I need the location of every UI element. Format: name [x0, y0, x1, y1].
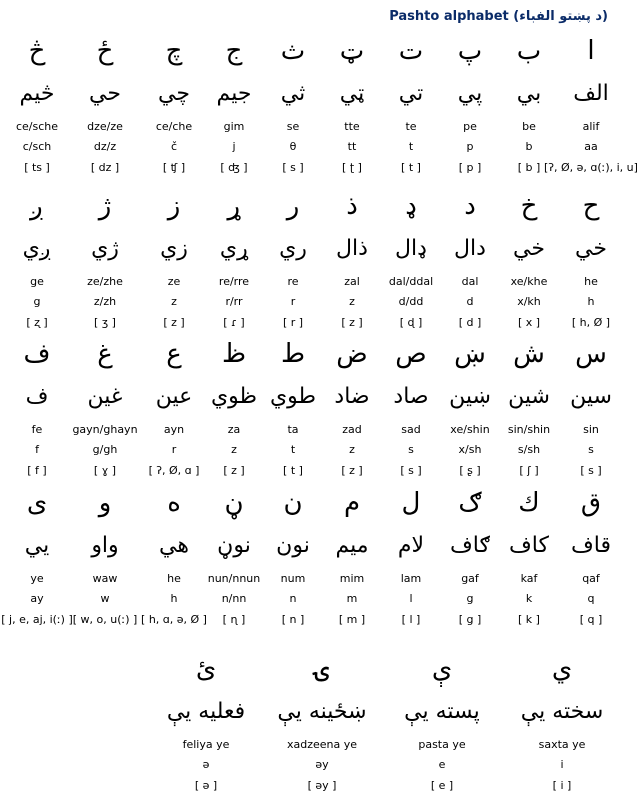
letter-glyph: څ [28, 36, 46, 66]
letter-romanized-name: sad [401, 423, 421, 436]
letter-romanized-name: gim [223, 120, 245, 133]
alphabet-row [0, 482, 623, 632]
letter-transliteration: m [346, 592, 358, 605]
letter-romanized-name: feliya ye [182, 738, 230, 751]
letter-name: ښځينه يې [277, 699, 367, 724]
letter-ipa: [ b ] [517, 161, 541, 174]
letter-transliteration: s [408, 443, 414, 456]
letter-romanized-name: waw [92, 572, 118, 585]
letter-name: ميم [335, 533, 369, 558]
letter-glyph: ا [587, 36, 595, 66]
letter-romanized-name: saxta ye [538, 738, 586, 751]
letter-transliteration: g/gh [92, 443, 118, 456]
letter-name: ضاد [334, 384, 370, 409]
letter-glyph: ب [516, 36, 542, 66]
letter-ipa: [ s ] [580, 464, 602, 477]
letter-romanized-name: ayn [163, 423, 185, 436]
letter-ipa: [ e ] [430, 779, 454, 792]
letter-romanized-name: kaf [520, 572, 538, 585]
letter-transliteration: j [232, 140, 236, 153]
letter-glyph: ذ [346, 191, 358, 221]
letter-name: دال [454, 236, 486, 261]
letter-romanized-name: be [522, 120, 536, 133]
letter-transliteration: dz/z [93, 140, 117, 153]
letter-glyph: ق [580, 488, 602, 518]
letter-transliteration: b [525, 140, 533, 153]
letter-romanized-name: sin/shin [507, 423, 551, 436]
letter-ipa: [ ɖ ] [399, 316, 423, 329]
letter-name: جيم [216, 81, 252, 106]
letter-romanized-name: ce/che [155, 120, 193, 133]
letter-ipa: [ ʈ ] [342, 161, 362, 174]
letter-name: صاد [393, 384, 429, 409]
letter-ipa: [ f ] [27, 464, 47, 477]
letter-ipa: [ ʃ ] [519, 464, 539, 477]
letter-romanized-name: qaf [582, 572, 600, 585]
letter-name: ف [25, 384, 49, 409]
letter-transliteration: g [33, 295, 41, 308]
letter-ipa: [ l ] [401, 613, 421, 626]
letter-romanized-name: fe [31, 423, 43, 436]
letter-transliteration: aa [584, 140, 598, 153]
letter-glyph: ط [280, 339, 306, 369]
alphabet-row [0, 333, 623, 483]
letter-name: غين [87, 384, 123, 409]
letter-glyph: ڼ [224, 488, 244, 518]
letter-glyph: ل [401, 488, 421, 518]
letter-ipa: [ x ] [517, 316, 541, 329]
letter-ipa: [ d ] [458, 316, 482, 329]
letter-name: هي [159, 533, 189, 558]
letter-romanized-name: ye [30, 572, 44, 585]
letter-ipa: [ əy ] [307, 779, 337, 792]
letter-name: سين [570, 384, 612, 409]
letter-ipa: [ ɾ ] [223, 316, 245, 329]
letter-glyph: ې [431, 654, 453, 684]
letter-transliteration: z/zh [93, 295, 117, 308]
letter-transliteration: z [349, 295, 355, 308]
letter-transliteration: n/nn [221, 592, 247, 605]
letter-glyph: ص [395, 339, 427, 369]
letter-ipa: [ j, e, aj, i(ː) ] [1, 613, 73, 626]
letter-name: فعليه يې [166, 699, 246, 724]
letter-name: شين [508, 384, 550, 409]
letter-romanized-name: mim [339, 572, 365, 585]
letter-name: بي [516, 81, 542, 106]
letter-transliteration: r/rr [225, 295, 243, 308]
letter-ipa: [ s ] [282, 161, 304, 174]
letter-transliteration: q [587, 592, 595, 605]
letter-name: تي [398, 81, 424, 106]
letter-romanized-name: gaf [461, 572, 479, 585]
letter-glyph: ځ [96, 36, 114, 66]
letter-name: ګاف [450, 533, 490, 558]
letter-name: ږي [22, 236, 52, 261]
letter-name: خي [575, 236, 607, 261]
letter-name: پي [457, 81, 483, 106]
letter-name: نوڼ [217, 533, 251, 558]
letter-name: لام [397, 533, 425, 558]
letter-romanized-name: pasta ye [418, 738, 466, 751]
letter-glyph: ګ [458, 488, 482, 518]
letter-romanized-name: re/rre [218, 275, 250, 288]
letter-glyph: د [464, 191, 476, 221]
letter-transliteration: tt [347, 140, 357, 153]
letter-glyph: و [98, 488, 112, 518]
letter-glyph: خ [520, 191, 538, 221]
letter-glyph: ر [286, 191, 300, 221]
letter-ipa: [ m ] [338, 613, 366, 626]
letter-transliteration: n [289, 592, 297, 605]
letter-romanized-name: se [286, 120, 300, 133]
letter-romanized-name: te [405, 120, 417, 133]
letter-romanized-name: xadzeena ye [286, 738, 358, 751]
letter-transliteration: p [466, 140, 474, 153]
letter-ipa: [ ʐ ] [26, 316, 48, 329]
letter-ipa: [ g ] [458, 613, 482, 626]
letter-name: نون [276, 533, 310, 558]
letter-glyph: ع [166, 339, 182, 369]
letter-romanized-name: lam [400, 572, 422, 585]
letter-name: ثي [280, 81, 306, 106]
letter-name: پسته يې [404, 699, 480, 724]
alphabet-row [0, 648, 623, 798]
letter-transliteration: d [466, 295, 474, 308]
letter-transliteration: t [290, 443, 296, 456]
letter-transliteration: x/kh [517, 295, 541, 308]
letter-romanized-name: sin [583, 423, 599, 436]
letter-glyph: ظ [221, 339, 247, 369]
letter-transliteration: z [231, 443, 237, 456]
letter-glyph: ض [336, 339, 368, 369]
letter-name: سخته يې [520, 699, 604, 724]
letter-transliteration: l [409, 592, 413, 605]
letter-transliteration: r [171, 443, 177, 456]
letter-romanized-name: tte [344, 120, 360, 133]
alphabet-row [0, 30, 638, 180]
letter-ipa: [ ts ] [24, 161, 50, 174]
letter-ipa: [ r ] [282, 316, 304, 329]
letter-ipa: [ p ] [458, 161, 482, 174]
letter-romanized-name: he [167, 572, 181, 585]
letter-ipa: [ ə ] [194, 779, 218, 792]
letter-name: ښين [449, 384, 491, 409]
letter-transliteration: z [171, 295, 177, 308]
letter-romanized-name: ce/sche [15, 120, 59, 133]
letter-romanized-name: ta [287, 423, 299, 436]
letter-ipa: [ ɣ ] [93, 464, 117, 477]
letter-ipa: [ n ] [281, 613, 305, 626]
letter-romanized-name: xe/khe [510, 275, 548, 288]
letter-glyph: ئ [195, 654, 217, 684]
letter-name: ري [279, 236, 307, 261]
letter-name: ټي [339, 81, 365, 106]
letter-transliteration: c/sch [22, 140, 52, 153]
letter-transliteration: i [560, 758, 564, 771]
letter-ipa: [ dz ] [90, 161, 120, 174]
letter-romanized-name: ge [30, 275, 44, 288]
letter-name: الف [573, 81, 609, 106]
letter-romanized-name: za [227, 423, 241, 436]
letter-name: ژي [91, 236, 119, 261]
letter-ipa: [ q ] [579, 613, 603, 626]
letter-glyph: ز [167, 191, 181, 221]
letter-glyph: ش [513, 339, 545, 369]
letter-name: څيم [19, 81, 55, 106]
letter-glyph: چ [165, 36, 183, 66]
page-title: Pashto alphabet (د پښتو الفباء) [389, 9, 608, 24]
letter-transliteration: k [525, 592, 533, 605]
letter-transliteration: s [588, 443, 594, 456]
letter-name: عين [155, 384, 193, 409]
letter-ipa: [ z ] [223, 464, 245, 477]
letter-romanized-name: dal/ddal [388, 275, 434, 288]
letter-name: خي [513, 236, 545, 261]
letter-romanized-name: nun/nnun [207, 572, 261, 585]
letter-romanized-name: zad [342, 423, 362, 436]
letter-ipa: [ w, o, u(ː) ] [72, 613, 138, 626]
letter-ipa: [ z ] [341, 464, 363, 477]
letter-glyph: ښ [454, 339, 486, 369]
alphabet-row [0, 185, 623, 335]
letter-glyph: ت [398, 36, 424, 66]
letter-romanized-name: re [287, 275, 299, 288]
letter-name: قاف [570, 533, 612, 558]
letter-transliteration: t [408, 140, 414, 153]
letter-glyph: ژ [98, 191, 112, 221]
letter-glyph: ي [551, 654, 573, 684]
letter-transliteration: z [349, 443, 355, 456]
letter-romanized-name: gayn/ghayn [72, 423, 138, 436]
letter-ipa: [ k ] [518, 613, 540, 626]
letter-ipa: [ ʂ ] [459, 464, 481, 477]
letter-ipa: [ h, ɑ, ə, Ø ] [141, 613, 207, 626]
letter-romanized-name: xe/shin [450, 423, 490, 436]
letter-romanized-name: ze/zhe [87, 275, 123, 288]
letter-ipa: [ t ] [283, 464, 303, 477]
letter-glyph: س [575, 339, 607, 369]
letter-transliteration: ə [202, 758, 210, 771]
letter-glyph: ن [283, 488, 303, 518]
letter-romanized-name: pe [463, 120, 477, 133]
letter-ipa: [ z ] [163, 316, 185, 329]
letter-ipa: [ ɳ ] [222, 613, 246, 626]
letter-glyph: ړ [227, 191, 241, 221]
letter-name: ړي [219, 236, 249, 261]
letter-name: ډال [395, 236, 427, 261]
letter-transliteration: θ [289, 140, 297, 153]
letter-ipa: [ s ] [400, 464, 422, 477]
letter-glyph: پ [457, 36, 483, 66]
letter-glyph: ى [26, 488, 48, 518]
letter-glyph: ږ [30, 191, 44, 221]
letter-ipa: [ h, Ø ] [571, 316, 611, 329]
letter-ipa: [ t ] [401, 161, 421, 174]
letter-ipa: [ ʒ ] [94, 316, 116, 329]
letter-glyph: ك [518, 488, 540, 518]
letter-transliteration: əy [315, 758, 329, 771]
letter-glyph: ه [167, 488, 181, 518]
letter-name: واو [91, 533, 119, 558]
letter-transliteration: č [170, 140, 178, 153]
letter-romanized-name: num [280, 572, 306, 585]
letter-glyph: ف [23, 339, 51, 369]
letter-transliteration: f [35, 443, 39, 456]
letter-glyph: ج [225, 36, 243, 66]
letter-ipa: [ ʔ, Ø, ɑ ] [148, 464, 200, 477]
letter-transliteration: x/sh [458, 443, 482, 456]
letter-glyph: غ [97, 339, 113, 369]
letter-name: يي [24, 533, 50, 558]
letter-transliteration: h [170, 592, 178, 605]
letter-romanized-name: zal [344, 275, 360, 288]
letter-transliteration: s/sh [517, 443, 541, 456]
letter-ipa: [ ʧ ] [162, 161, 186, 174]
letter-ipa: [ ʤ ] [220, 161, 248, 174]
letter-transliteration: e [438, 758, 446, 771]
letter-transliteration: g [466, 592, 474, 605]
letter-glyph: ۍ [314, 654, 330, 684]
letter-romanized-name: dal [461, 275, 479, 288]
letter-name: زي [160, 236, 188, 261]
letter-romanized-name: alif [582, 120, 600, 133]
letter-glyph: ث [280, 36, 306, 66]
letter-transliteration: h [587, 295, 595, 308]
letter-name: چي [158, 81, 190, 106]
letter-ipa: [ z ] [341, 316, 363, 329]
letter-transliteration: w [100, 592, 110, 605]
letter-glyph: ډ [405, 191, 417, 221]
letter-ipa: [ i ] [552, 779, 572, 792]
letter-name: ظوي [210, 384, 258, 409]
letter-glyph: ح [582, 191, 600, 221]
letter-name: حي [89, 81, 121, 106]
letter-name: كاف [509, 533, 549, 558]
letter-ipa: [ʔ, Ø, ə, ɑ(ː), i, u] [544, 161, 638, 174]
letter-glyph: ټ [339, 36, 365, 66]
letter-romanized-name: he [584, 275, 598, 288]
letter-name: ذال [336, 236, 368, 261]
letter-transliteration: d/dd [398, 295, 424, 308]
letter-romanized-name: dze/ze [87, 120, 123, 133]
letter-romanized-name: ze [167, 275, 181, 288]
letter-transliteration: r [290, 295, 296, 308]
letter-glyph: م [343, 488, 361, 518]
letter-name: طوي [269, 384, 317, 409]
letter-transliteration: ay [30, 592, 44, 605]
